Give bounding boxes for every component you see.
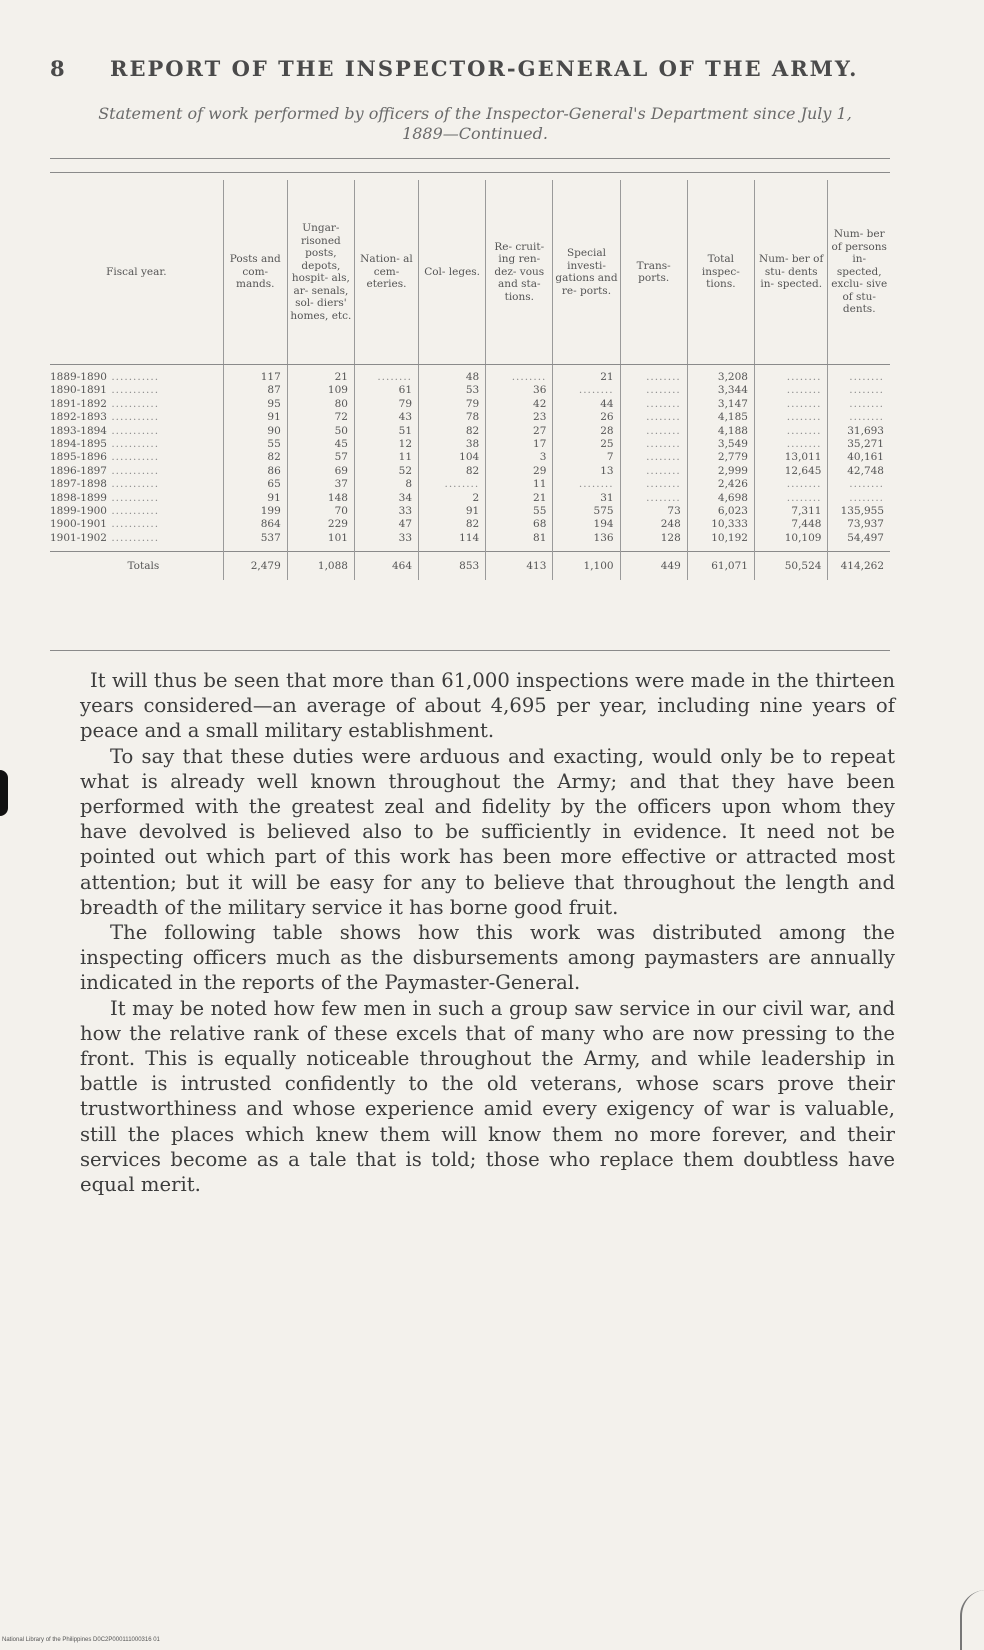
table-cell: 79 [419,398,486,411]
table-cell: ........ [553,478,620,491]
totals-cell: 449 [620,552,687,581]
table-top-rule-2 [50,172,890,173]
table-cell: 34 [354,492,418,505]
leader-dots: ........... [107,411,160,424]
table-cell: 81 [486,532,553,552]
table-row [50,492,890,505]
table-cell: 87 [223,384,287,397]
table-cell: 4,698 [687,492,754,505]
column-header-total: Total inspec- tions. [687,180,754,365]
fiscal-year-label: 1894-1895 [50,438,107,451]
table-cell: 45 [287,438,354,451]
table-row [50,505,890,518]
table-cell: ........ [828,478,890,491]
table-cell: 136 [553,532,620,552]
fiscal-year-cell [50,478,223,491]
table-cell: 27 [486,425,553,438]
fiscal-year-cell [50,518,223,531]
table-cell: 21 [486,492,553,505]
leader-dots: ........... [107,397,160,410]
table-cell: 53 [419,384,486,397]
table-top-rule [50,158,890,159]
table-cell: 31 [553,492,620,505]
table-cell: ........ [620,411,687,424]
fiscal-year-cell [50,365,223,385]
table-cell: 55 [223,438,287,451]
caption-line-2: 1889—Continued. [402,124,548,143]
table-cell: ........ [620,398,687,411]
fiscal-year-label: 1890-1891 [50,384,107,397]
table-cell: ........ [754,425,828,438]
leader-dots: ........... [107,464,160,477]
column-header-posts: Posts and com- mands. [223,180,287,365]
totals-cell: 61,071 [687,552,754,581]
table-cell: 11 [486,478,553,491]
table-cell: 86 [223,465,287,478]
table-cell: ........ [620,365,687,385]
table-cell: 21 [287,365,354,385]
leader-dots: ........... [107,371,160,383]
table-cell: ........ [419,478,486,491]
fiscal-year-label: 1898-1899 [50,491,107,504]
table-cell: 31,693 [828,425,890,438]
table-cell: 36 [486,384,553,397]
table-row [50,532,890,552]
fiscal-year-cell [50,492,223,505]
table-row [50,398,890,411]
table-cell: 33 [354,532,418,552]
fiscal-year-label: 1892-1893 [50,411,107,424]
table-cell: 72 [287,411,354,424]
fiscal-year-cell [50,438,223,451]
column-header-cemeteries: Nation- al cem- eteries. [354,180,418,365]
fiscal-year-label: 1895-1896 [50,451,107,464]
table-cell: 48 [419,365,486,385]
table-cell: 50 [287,425,354,438]
table-cell: 537 [223,532,287,552]
table-cell: 79 [354,398,418,411]
column-header-fiscal-year: Fiscal year. [50,180,223,365]
table-cell: 21 [553,365,620,385]
totals-label: Totals [50,552,223,581]
leader-dots: ........... [107,491,160,504]
fiscal-year-cell [50,505,223,518]
table-cell: 12 [354,438,418,451]
table-row [50,365,890,385]
table-cell: 104 [419,451,486,464]
table-cell: ........ [620,465,687,478]
table-cell: 2,426 [687,478,754,491]
scan-footer: National Library of the Philippines D0C2P000111000316 01 [2,1637,160,1643]
table-cell: 128 [620,532,687,552]
column-header-students: Num- ber of stu- dents in- spected. [754,180,828,365]
table-cell: 101 [287,532,354,552]
totals-cell: 2,479 [223,552,287,581]
table-cell: 33 [354,505,418,518]
table-cell: 7 [553,451,620,464]
table-cell: 69 [287,465,354,478]
table-cell: 23 [486,411,553,424]
table-cell: ........ [620,451,687,464]
binding-mark [0,770,8,816]
table-cell: 117 [223,365,287,385]
table-cell: 43 [354,411,418,424]
table-cell: 37 [287,478,354,491]
table-cell: ........ [620,478,687,491]
table-cell: 3,549 [687,438,754,451]
table-cell: 42,748 [828,465,890,478]
table-bottom-rule [50,650,890,651]
table-cell: ........ [486,365,553,385]
table-cell: ........ [754,438,828,451]
table-cell: 3,208 [687,365,754,385]
table-cell: 229 [287,518,354,531]
leader-dots: ........... [107,478,160,491]
leader-dots: ........... [107,505,160,518]
table-cell: 65 [223,478,287,491]
table-cell: 82 [419,465,486,478]
column-header-special: Special investi- gations and re- ports. [553,180,620,365]
table-cell: 91 [223,411,287,424]
table-cell: 25 [553,438,620,451]
table-row [50,438,890,451]
table-cell: 575 [553,505,620,518]
table-cell: 73,937 [828,518,890,531]
table-cell: 148 [287,492,354,505]
table-cell: 17 [486,438,553,451]
leader-dots: ........... [107,451,160,464]
table-cell: 8 [354,478,418,491]
table-cell: 57 [287,451,354,464]
table-cell: 135,955 [828,505,890,518]
table-cell: ........ [754,384,828,397]
column-header-recruiting: Re- cruit- ing ren- dez- vous and sta- tions. [486,180,553,365]
running-title: REPORT OF THE INSPECTOR-GENERAL OF THE ARMY. [110,56,859,81]
totals-cell: 1,088 [287,552,354,581]
table-cell: 3,344 [687,384,754,397]
table-cell: 42 [486,398,553,411]
table-cell: ........ [828,492,890,505]
table-cell: 4,188 [687,425,754,438]
table-row [50,465,890,478]
table-cell: ........ [553,384,620,397]
table-cell: 44 [553,398,620,411]
column-header-persons: Num- ber of persons in- spected, exclu- sive of stu- dents. [828,180,890,365]
statistics-table [50,180,890,580]
table-cell: ........ [754,398,828,411]
table-cell: ........ [828,384,890,397]
fiscal-year-cell [50,398,223,411]
table-cell: 4,185 [687,411,754,424]
table-row [50,518,890,531]
table-cell: 12,645 [754,465,828,478]
table-cell: 55 [486,505,553,518]
fiscal-year-cell [50,532,223,552]
fiscal-year-cell [50,451,223,464]
table-cell: 11 [354,451,418,464]
table-cell: 61 [354,384,418,397]
table-cell: ........ [754,478,828,491]
table-cell: 13 [553,465,620,478]
table-cell: 6,023 [687,505,754,518]
table-cell: 28 [553,425,620,438]
table-cell: 10,333 [687,518,754,531]
leader-dots: ........... [107,518,160,531]
paragraph-4: It may be noted how few men in such a group saw service in our civil war, and how the relative rank of these excels that of many who are now pressing to the front. This is equally noticeable throughout the Army, and while leadership in battle is intrusted confidently to the old veterans, whose scars prove their trustworthiness and whose experience amid every exigency of war is valuable, still the places which knew them will know them no more forever, and their services become as a tale that is told; those who replace them doubtless have equal merit. [80,996,895,1197]
fiscal-year-cell [50,465,223,478]
table-cell: 52 [354,465,418,478]
totals-cell: 1,100 [553,552,620,581]
table-cell: 10,109 [754,532,828,552]
table-cell: ........ [620,425,687,438]
table-cell: 68 [486,518,553,531]
page-header [50,56,890,81]
page-number: 8 [50,56,67,81]
table-cell: 194 [553,518,620,531]
fiscal-year-label: 1901-1902 [50,531,107,544]
table-cell: ........ [754,411,828,424]
totals-cell: 414,262 [828,552,890,581]
table-row [50,384,890,397]
table-cell: 73 [620,505,687,518]
table-cell: 114 [419,532,486,552]
fiscal-year-cell [50,411,223,424]
paragraph-2: To say that these duties were arduous and exacting, would only be to repeat what is already well known throughout the Army; and that they have been performed with the greatest zeal and fidelity by the officers upon whom they have devolved is believed also to be sufficiently in evidence. It need not be pointed out which part of this work has been more effective or attracted most attention; but it will be easy for any to believe that throughout the length and breadth of the military service it has borne good fruit. [80,744,895,919]
table-cell: 2,999 [687,465,754,478]
table-cell: 7,311 [754,505,828,518]
fiscal-year-cell [50,384,223,397]
table-cell: ........ [754,365,828,385]
table-cell: ........ [354,365,418,385]
table-cell: 248 [620,518,687,531]
table-row [50,478,890,491]
table-header-row [50,180,890,365]
table-cell: 78 [419,411,486,424]
table-cell: 82 [419,518,486,531]
totals-cell: 853 [419,552,486,581]
fiscal-year-cell [50,425,223,438]
table-cell: 90 [223,425,287,438]
table-cell: ........ [828,365,890,385]
table-cell: 7,448 [754,518,828,531]
totals-cell: 50,524 [754,552,828,581]
table-cell: 80 [287,398,354,411]
table-cell: 35,271 [828,438,890,451]
table-cell: 109 [287,384,354,397]
paragraph-1: It will thus be seen that more than 61,000 inspections were made in the thirteen years considered—an average of about 4,695 per year, including nine years of peace and a small military establishment. [80,669,895,743]
table-cell: 82 [223,451,287,464]
table-row [50,451,890,464]
totals-cell: 413 [486,552,553,581]
fiscal-year-label: 1899-1900 [50,505,107,518]
table-cell: 95 [223,398,287,411]
table-cell: ........ [828,398,890,411]
leader-dots: ........... [107,384,160,397]
paragraph-3: The following table shows how this work was distributed among the inspecting officers much as the disbursements among paymasters are annually indicated in the reports of the Paymaster-General. [80,921,895,995]
table-cell: 70 [287,505,354,518]
table-cell: ........ [620,438,687,451]
table-cell: ........ [620,492,687,505]
table-cell: 2 [419,492,486,505]
caption-line-1: Statement of work performed by officers of the Inspector-General's Department since July 1, [98,104,852,123]
table-cell: 864 [223,518,287,531]
table-cell: ........ [754,492,828,505]
table-row [50,411,890,424]
table-cell: 38 [419,438,486,451]
leader-dots: ........... [107,438,160,451]
fiscal-year-label: 1896-1897 [50,464,107,477]
table-cell: 47 [354,518,418,531]
table-cell: 91 [419,505,486,518]
table-cell: 199 [223,505,287,518]
table-cell: 40,161 [828,451,890,464]
table-cell: 54,497 [828,532,890,552]
leader-dots: ........... [107,424,160,437]
table-body [50,365,890,581]
table-cell: 13,011 [754,451,828,464]
column-header-transports: Trans- ports. [620,180,687,365]
table-cell: ........ [828,411,890,424]
table-cell: 3 [486,451,553,464]
table-cell: 10,192 [687,532,754,552]
leader-dots: ........... [107,531,160,544]
table-cell: 82 [419,425,486,438]
totals-cell: 464 [354,552,418,581]
body-text [80,668,895,1197]
fiscal-year-label: 1893-1894 [50,424,107,437]
table-cell: 2,779 [687,451,754,464]
fiscal-year-label: 1889-1890 [50,371,107,383]
table-row [50,425,890,438]
page-curl [960,1590,984,1650]
column-header-ungarrisoned: Ungar- risoned posts, depots, hospit- als, ar- senals, sol- diers' homes, etc. [287,180,354,365]
fiscal-year-label: 1897-1898 [50,478,107,491]
table-cell: ........ [620,384,687,397]
column-header-colleges: Col- leges. [419,180,486,365]
table-cell: 91 [223,492,287,505]
fiscal-year-label: 1891-1892 [50,397,107,410]
table-cell: 26 [553,411,620,424]
totals-row [50,552,890,581]
table-cell: 3,147 [687,398,754,411]
table-cell: 29 [486,465,553,478]
fiscal-year-label: 1900-1901 [50,518,107,531]
table-cell: 51 [354,425,418,438]
table-caption [50,104,900,144]
